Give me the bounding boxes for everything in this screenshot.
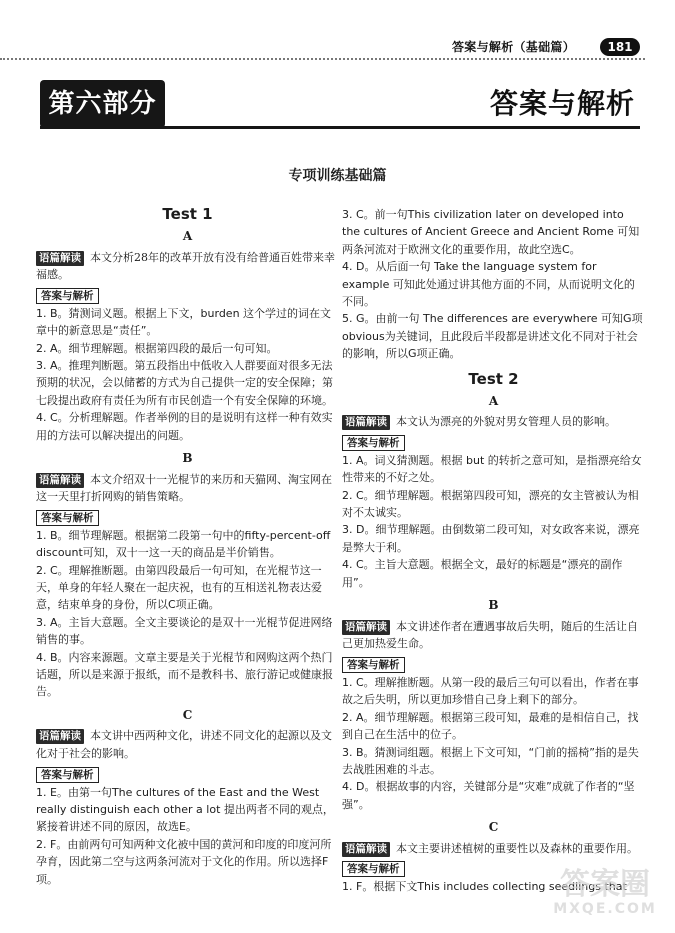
answer-item: 2. C。细节理解题。根据第四段可知，漂亮的女主管被认为相对不太诚实。 [342,488,639,520]
reading-tag: 语篇解读 [342,842,390,857]
reading-tag: 语篇解读 [342,620,390,635]
answer-item: 3. A。推理判断题。第五段指出中低收入人群要面对很多无法预期的状况，会以储蓄的方式为自己提供一定的安全保障；第七段提出政府有责任为所有市民创造一个有安全保障的环境。 [36,359,333,407]
answer-item: 3. D。细节理解题。由倒数第二段可知，对女政客来说，漂亮是弊大于利。 [342,523,640,554]
passage-c-continued [342,206,645,363]
passage-letter: A [488,393,499,408]
answer-item: 3. C。前一句This civilization later on developed into the cultures of Ancient Greece and Ancient Rome 可知两条河流对于欧洲文化的重要作用，故此空选C。 [342,208,640,256]
reading-tag: 语篇解读 [36,251,84,266]
answer-item: 1. B。猜测词义题。根据上下文，burden 这个学过的词在文章中的新意思是“责任”。 [36,306,332,338]
intro-text: 本文分析28年的改革开放有没有给普通百姓带来幸福感。 [36,250,335,282]
answer-item: 5. G。由前一句 The differences are everywhere 可知G项obvious为关键词，且此段后半段都是讲述文化不同对于社会的影响，所以G项正确。 [342,312,643,361]
answer-item: 1. B。细节理解题。根据第二段第一句中的fifty-percent-off discount可知，双十一这一天的商品是半价销售。 [36,528,331,560]
passage-intro [342,840,645,858]
answer-label: 答案与解析 [342,435,405,451]
passage-letter: B [488,598,499,613]
answer-item: 2. C。理解推断题。由第四段最后一句可知，在光棍节这一天，单身的年轻人聚在一起庆祝，也有的互相送礼物表达爱意，结束单身的身份，所以C项正确。 [36,563,322,612]
passage-intro [342,618,645,653]
passage-intro [342,413,645,431]
page-title: 答案与解析 [490,87,636,120]
running-header: 答案与解析（基础篇） [452,40,576,54]
reading-tag: 语篇解读 [36,729,84,744]
watermark-domain: MXQE.COM [553,901,657,917]
intro-text: 本文讲中西两种文化，讲述不同文化的起源以及文化对于社会的影响。 [36,729,332,761]
answer-item: 2. F。由前两句可知两种文化被中国的黄河和印度的印度河所孕育，因此第二空与这两条河流对于文化的作用。所以选择F项。 [36,837,332,886]
part-label: 第六部分 [40,80,165,128]
passage-intro [36,471,339,506]
answer-item: 4. D。根据故事的内容，关键部分是“灾难”成就了作者的“坚强”。 [342,780,635,811]
intro-text: 本文主要讲述植树的重要性以及森林的重要作用。 [396,841,638,855]
intro-text: 本文认为漂亮的外貌对男女管理人员的影响。 [396,415,616,429]
answer-item: 3. A。主旨大意题。全文主要谈论的是双十一光棍节促进网络销售的事。 [36,615,333,647]
watermark-text: 答案圈 [560,867,650,902]
section-heading: 专项训练基础篇 [288,168,387,184]
test-title: Test 1 [162,205,213,223]
answer-item: 2. A。细节理解题。根据第四段的最后一句可知。 [36,341,278,355]
answer-item: 4. C。主旨大意题。根据全文，最好的标题是“漂亮的副作用”。 [342,558,623,589]
right-column [342,206,645,902]
answer-item: 1. A。词义猜测题。根据 but 的转折之意可知，是指漂亮给女性带来的不好之处。 [342,453,642,485]
page-number: 181 [600,38,640,56]
answer-item: 1. C。理解推断题。从第一段的最后三句可以看出，作者在事故之后失明，所以更加珍惜自己身上剩下的部分。 [342,675,639,707]
passage-letter: B [182,451,193,466]
passage-intro [36,727,339,762]
answer-item: 4. D。从后面一句 Take the language system for example 可知此处通过讲其他方面的不同，从而说明文化的不同。 [342,260,635,309]
answer-item: 2. A。细节理解题。根据第三段可知，最难的是相信自己，找到自己在生活中的位子。 [342,710,639,742]
answer-label: 答案与解析 [342,861,405,877]
reading-tag: 语篇解读 [36,473,84,488]
passage-b [36,450,339,701]
answer-label: 答案与解析 [36,510,99,526]
passage-intro [36,249,339,284]
answer-label: 答案与解析 [36,288,99,304]
answer-item: 3. B。猜测词组题。根据上下文可知，“门前的摇椅”指的是失去战胜困难的斗志。 [342,745,639,776]
answer-label: 答案与解析 [36,767,99,783]
left-column [36,200,339,894]
answer-label: 答案与解析 [342,657,405,673]
answer-item: 4. B。内容来源题。文章主要是关于光棍节和网购这两个热门话题，所以是来源于报纸，而不是教科书、旅行游记或健康报告。 [36,650,333,699]
header-divider [0,58,645,60]
answer-item: 4. C。分析理解题。作者举例的目的是说明有这样一种有效实用的方法可以解决提出的问题。 [36,411,333,442]
passage-letter: A [182,229,193,243]
passage-a [342,393,645,591]
reading-tag: 语篇解读 [342,415,390,430]
passage-c [36,707,339,888]
passage-letter: C [182,707,193,722]
test-title: Test 2 [468,369,519,388]
passage-b [342,597,645,813]
banner-rule [40,126,640,129]
intro-text: 本文介绍双十一光棍节的来历和天猫网、淘宝网在这一天里打折网购的销售策略。 [36,472,332,504]
answer-item: 1. E。由第一句The cultures of the East and the West really distinguish each other a lot 提出两者不同的观点，紧接着讲述不同的原因，故选E。 [36,785,334,834]
watermark-logo [540,867,670,930]
passage-a [36,228,339,444]
answer-item: 1. F。根据下文This includes collecting seedlings that [342,880,627,894]
intro-text: 本文讲述作者在遭遇事故后失明，随后的生活让自己更加热爱生命。 [342,619,638,651]
passage-letter: C [488,820,499,835]
